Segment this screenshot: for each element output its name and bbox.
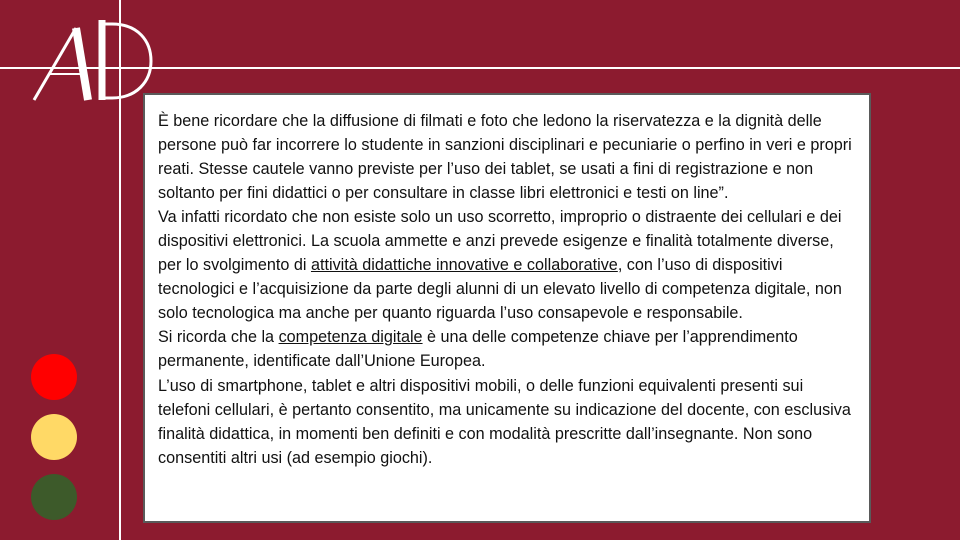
paragraph-3: Si ricorda che la competenza digitale è una delle competenze chiave per l’apprendimento permanente, identificate dall’Unione Europea. <box>158 328 798 371</box>
yellow-dot <box>31 414 77 460</box>
link-competenza-digitale[interactable]: competenza digitale <box>278 328 423 347</box>
green-dot <box>31 474 77 520</box>
content-text-box <box>143 93 871 523</box>
link-attivita-didattiche[interactable]: attività didattiche innovative e collaborative <box>310 256 618 275</box>
red-dot <box>31 354 77 400</box>
paragraph-2: Va infatti ricordato che non esiste solo un uso scorretto, improprio o distraente dei cellulari e dei dispositivi elettronici. La scuola ammette e anzi prevede esigenze e finalità totalmente diverse, per lo svolgimento di attività didattiche innovative e collaborative, con l’uso di dispositivi tecnologici e l’acquisizione da parte degli alunni di un elevato livello di competenza digitale, non solo tecnologica ma anche per quanto riguarda l’uso consapevole e responsabile. <box>158 208 842 323</box>
ad-monogram-logo-icon <box>28 18 158 108</box>
paragraph-1: È bene ricordare che la diffusione di filmati e foto che ledono la riservatezza e la dignità delle persone può far incorrere lo studente in sanzioni disciplinari e pecuniarie o perfino in veri e propri reati. Stesse cautele vanno previste per l’uso dei tablet, se usati a fini di registrazione e non soltanto per fini didattici o per consultare in classe libri elettronici e testi on line”. <box>158 112 852 203</box>
paragraph-4: L’uso di smartphone, tablet e altri dispositivi mobili, o delle funzioni equivalenti presenti sui telefoni cellulari, è pertanto consentito, ma unicamente su indicazione del docente, con esclusiva finalità didattica, in momenti ben definiti e con modalità prescritte dall’insegnante. Non sono consentiti altri usi (ad esempio giochi). <box>158 376 851 467</box>
